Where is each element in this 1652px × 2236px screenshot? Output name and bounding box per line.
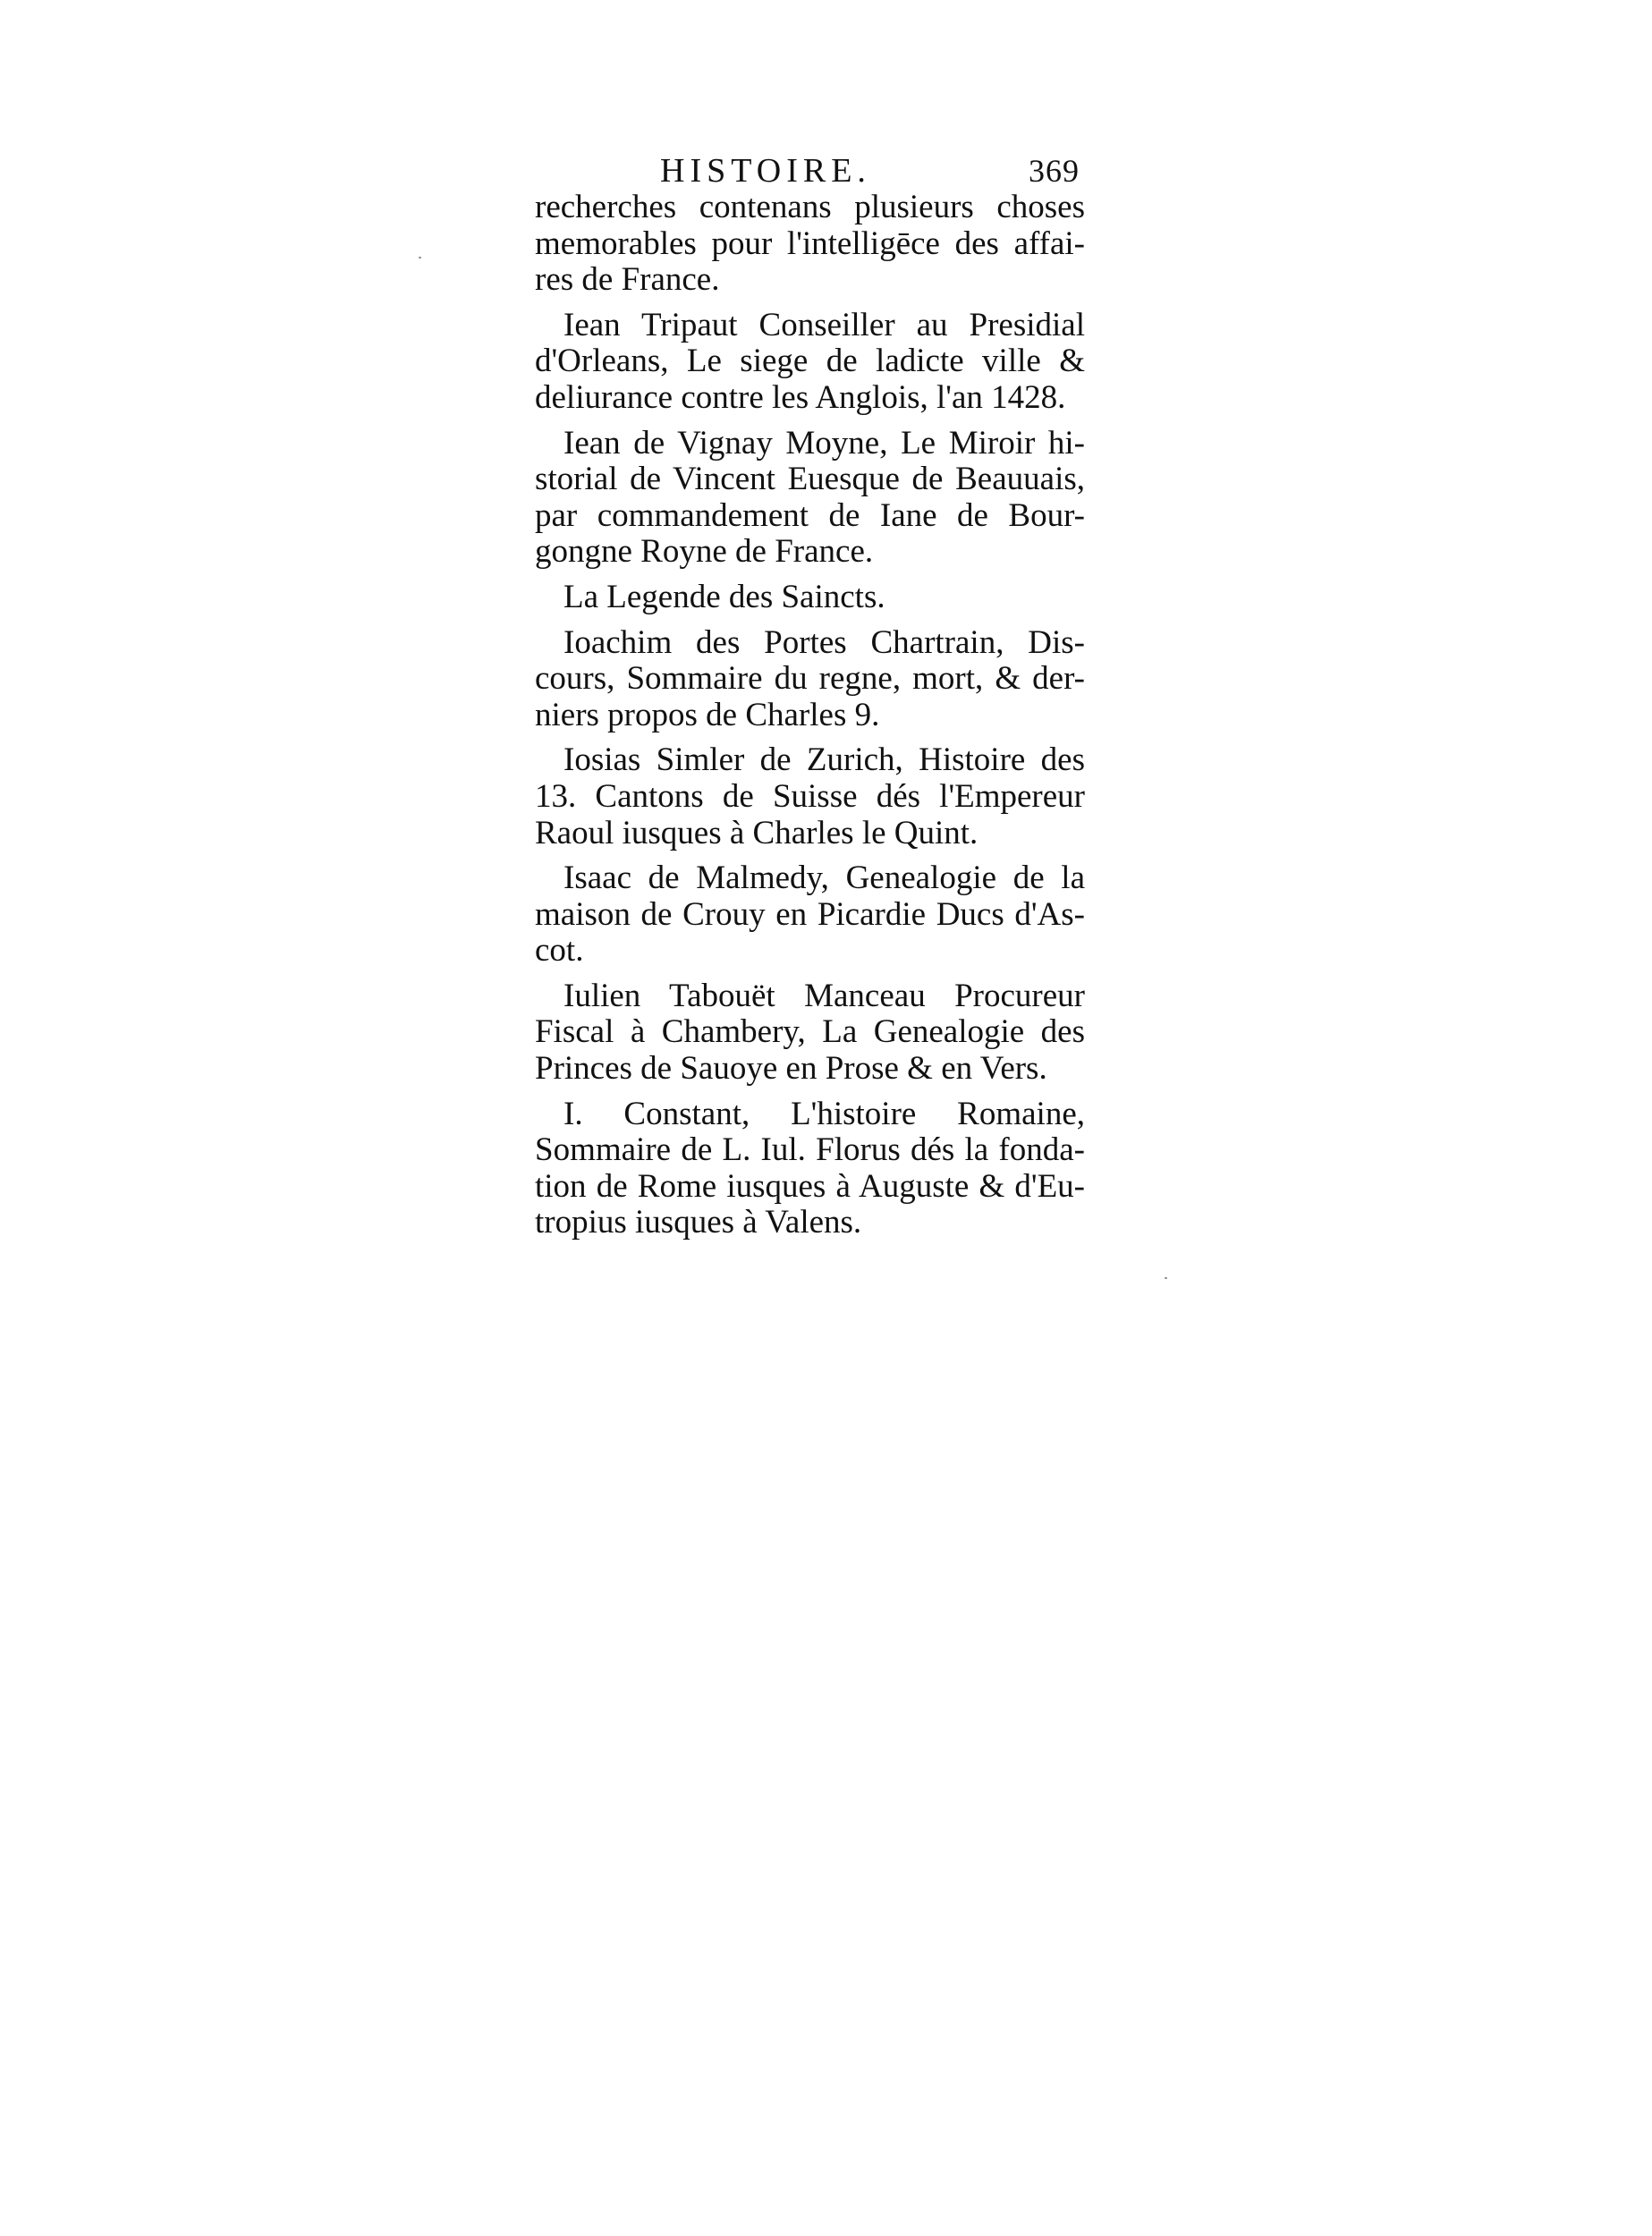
page-number: 369 xyxy=(1029,153,1080,189)
margin-speck xyxy=(1165,1277,1167,1279)
text-block xyxy=(535,152,1085,1250)
bibliography-entry xyxy=(535,978,1085,1088)
text-line: par commandement de Iane de Bour- xyxy=(535,496,1085,534)
text-line: tropius iusques à Valens. xyxy=(535,1204,862,1241)
bibliography-entry xyxy=(535,580,1085,616)
bibliography-entry xyxy=(535,308,1085,417)
text-line: deliurance contre les Anglois, l'an 1428. xyxy=(535,378,1066,416)
bibliography-entry xyxy=(535,190,1085,299)
text-line: cot. xyxy=(535,932,584,970)
bibliography-entry xyxy=(535,860,1085,970)
text-line: Sommaire de L. Iul. Florus dés la fonda- xyxy=(535,1131,1085,1169)
text-line: Isaac de Malmedy, Genealogie de la xyxy=(563,860,1085,897)
text-line: Ioachim des Portes Chartrain, Dis- xyxy=(563,623,1085,661)
text-line: Iean de Vignay Moyne, Le Miroir hi- xyxy=(563,424,1085,462)
text-line: I. Constant, L'histoire Romaine, xyxy=(563,1095,1085,1132)
text-line: Raoul iusques à Charles le Quint. xyxy=(535,814,978,851)
text-line: Iosias Simler de Zurich, Histoire des xyxy=(563,741,1085,779)
text-line: maison de Crouy en Picardie Ducs d'As- xyxy=(535,895,1085,933)
bibliography-entry xyxy=(535,1097,1085,1241)
text-line: La Legende des Saincts. xyxy=(563,578,885,615)
text-line: storial de Vincent Euesque de Beauuais, xyxy=(535,461,1085,498)
text-line: res de France. xyxy=(535,261,720,299)
text-line: memorables pour l'intelligēce des affai- xyxy=(535,224,1085,262)
text-line: gongne Royne de France. xyxy=(535,533,874,571)
text-line: Princes de Sauoye en Prose & en Vers. xyxy=(535,1050,1047,1088)
text-line: recherches contenans plusieurs choses xyxy=(535,189,1085,225)
text-line: 13. Cantons de Suisse dés l'Empereur xyxy=(535,777,1085,815)
text-line: Fiscal à Chambery, La Genealogie des xyxy=(535,1013,1085,1051)
text-line: niers propos de Charles 9. xyxy=(535,696,880,733)
bibliography-entry xyxy=(535,426,1085,571)
text-line: d'Orleans, Le siege de ladicte ville & xyxy=(535,343,1085,380)
running-title: HISTOIRE. xyxy=(660,152,871,190)
running-head xyxy=(535,152,1085,190)
text-line: tion de Rome iusques à Auguste & d'Eu- xyxy=(535,1167,1085,1205)
bibliography-entry xyxy=(535,625,1085,734)
text-line: cours, Sommaire du regne, mort, & der- xyxy=(535,660,1085,698)
margin-speck xyxy=(419,257,421,258)
bibliography-entry xyxy=(535,742,1085,851)
entries-list xyxy=(535,190,1085,1241)
text-line: Iean Tripaut Conseiller au Presidial xyxy=(563,306,1085,343)
text-line: Iulien Tabouët Manceau Procureur xyxy=(563,977,1085,1014)
